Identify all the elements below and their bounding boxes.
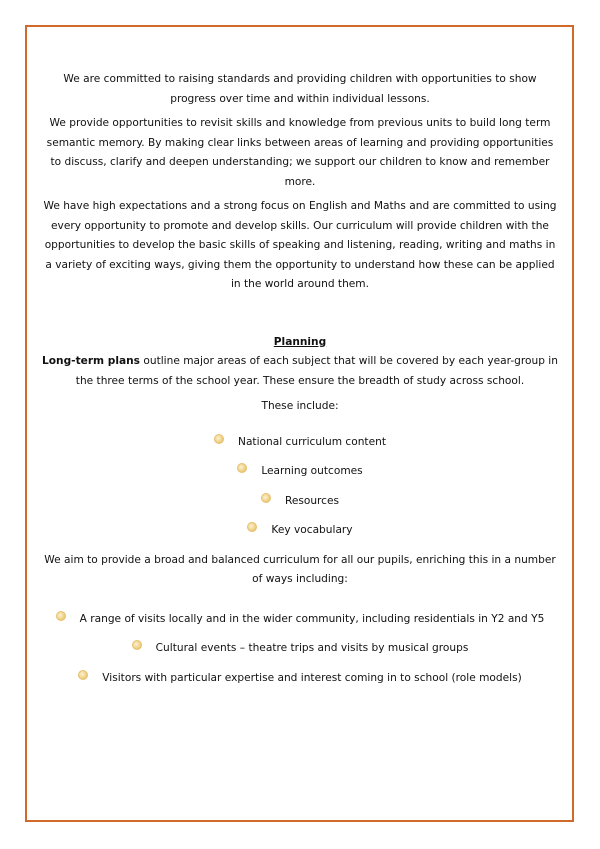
list-item-label: A range of visits locally and in the wider community, including residentials in Y2 and Y5	[79, 612, 545, 625]
enrichment-list	[42, 610, 558, 689]
list-item-label: Cultural events – theatre trips and visits by musical groups	[155, 642, 469, 654]
circle-bullet-icon	[261, 493, 271, 503]
circle-bullet-icon	[237, 463, 247, 473]
planning-list	[42, 433, 558, 541]
list-item-label: National curriculum content	[238, 435, 386, 448]
list-item-label: Key vocabulary	[271, 524, 353, 536]
list-item	[42, 669, 558, 689]
paragraph-semantic-memory: We provide opportunities to revisit skills and knowledge from previous units to build long term semantic memory. By making clear links between areas of learning and providing opportunities to discuss, clarify and deepen understanding; we support our children to know and remember more.	[46, 117, 554, 188]
list-item	[42, 492, 558, 512]
paragraph-expectations: We have high expectations and a strong focus on English and Maths and are committed to using every opportunity to promote and develop skills. Our curriculum will provide children with the opportunities to develop the basic skills of speaking and listening, reading, writing and maths in a variety of exciting ways, giving them the opportunity to understand how these can be applied in the world around them.	[43, 200, 557, 290]
aim-paragraph: We aim to provide a broad and balanced curriculum for all our pupils, enriching this in a number of ways including:	[44, 553, 556, 585]
list-item-label: Learning outcomes	[261, 465, 363, 477]
list-item	[42, 610, 558, 630]
list-item	[42, 462, 558, 482]
circle-bullet-icon	[78, 670, 88, 680]
paragraph-standards: We are committed to raising standards and providing children with opportunities to show progress over time and within individual lessons.	[63, 73, 537, 105]
list-item-label: Visitors with particular expertise and interest coming in to school (role models)	[102, 671, 522, 684]
list-item	[42, 639, 558, 659]
long-term-plans-text: outline major areas of each subject that will be covered by each year-group in the three terms of the school year. These ensure the breadth of study across school.	[75, 355, 558, 387]
includes-label: These include:	[261, 400, 339, 412]
planning-heading: Planning	[273, 335, 327, 348]
document-body	[42, 70, 558, 698]
circle-bullet-icon	[247, 522, 257, 532]
circle-bullet-icon	[214, 434, 224, 444]
long-term-plans-label: Long-term plans	[42, 355, 140, 367]
circle-bullet-icon	[56, 611, 66, 621]
list-item-label: Resources	[284, 494, 340, 507]
list-item	[42, 433, 558, 453]
list-item	[42, 521, 558, 541]
circle-bullet-icon	[132, 640, 142, 650]
long-term-plans-paragraph	[42, 352, 558, 391]
